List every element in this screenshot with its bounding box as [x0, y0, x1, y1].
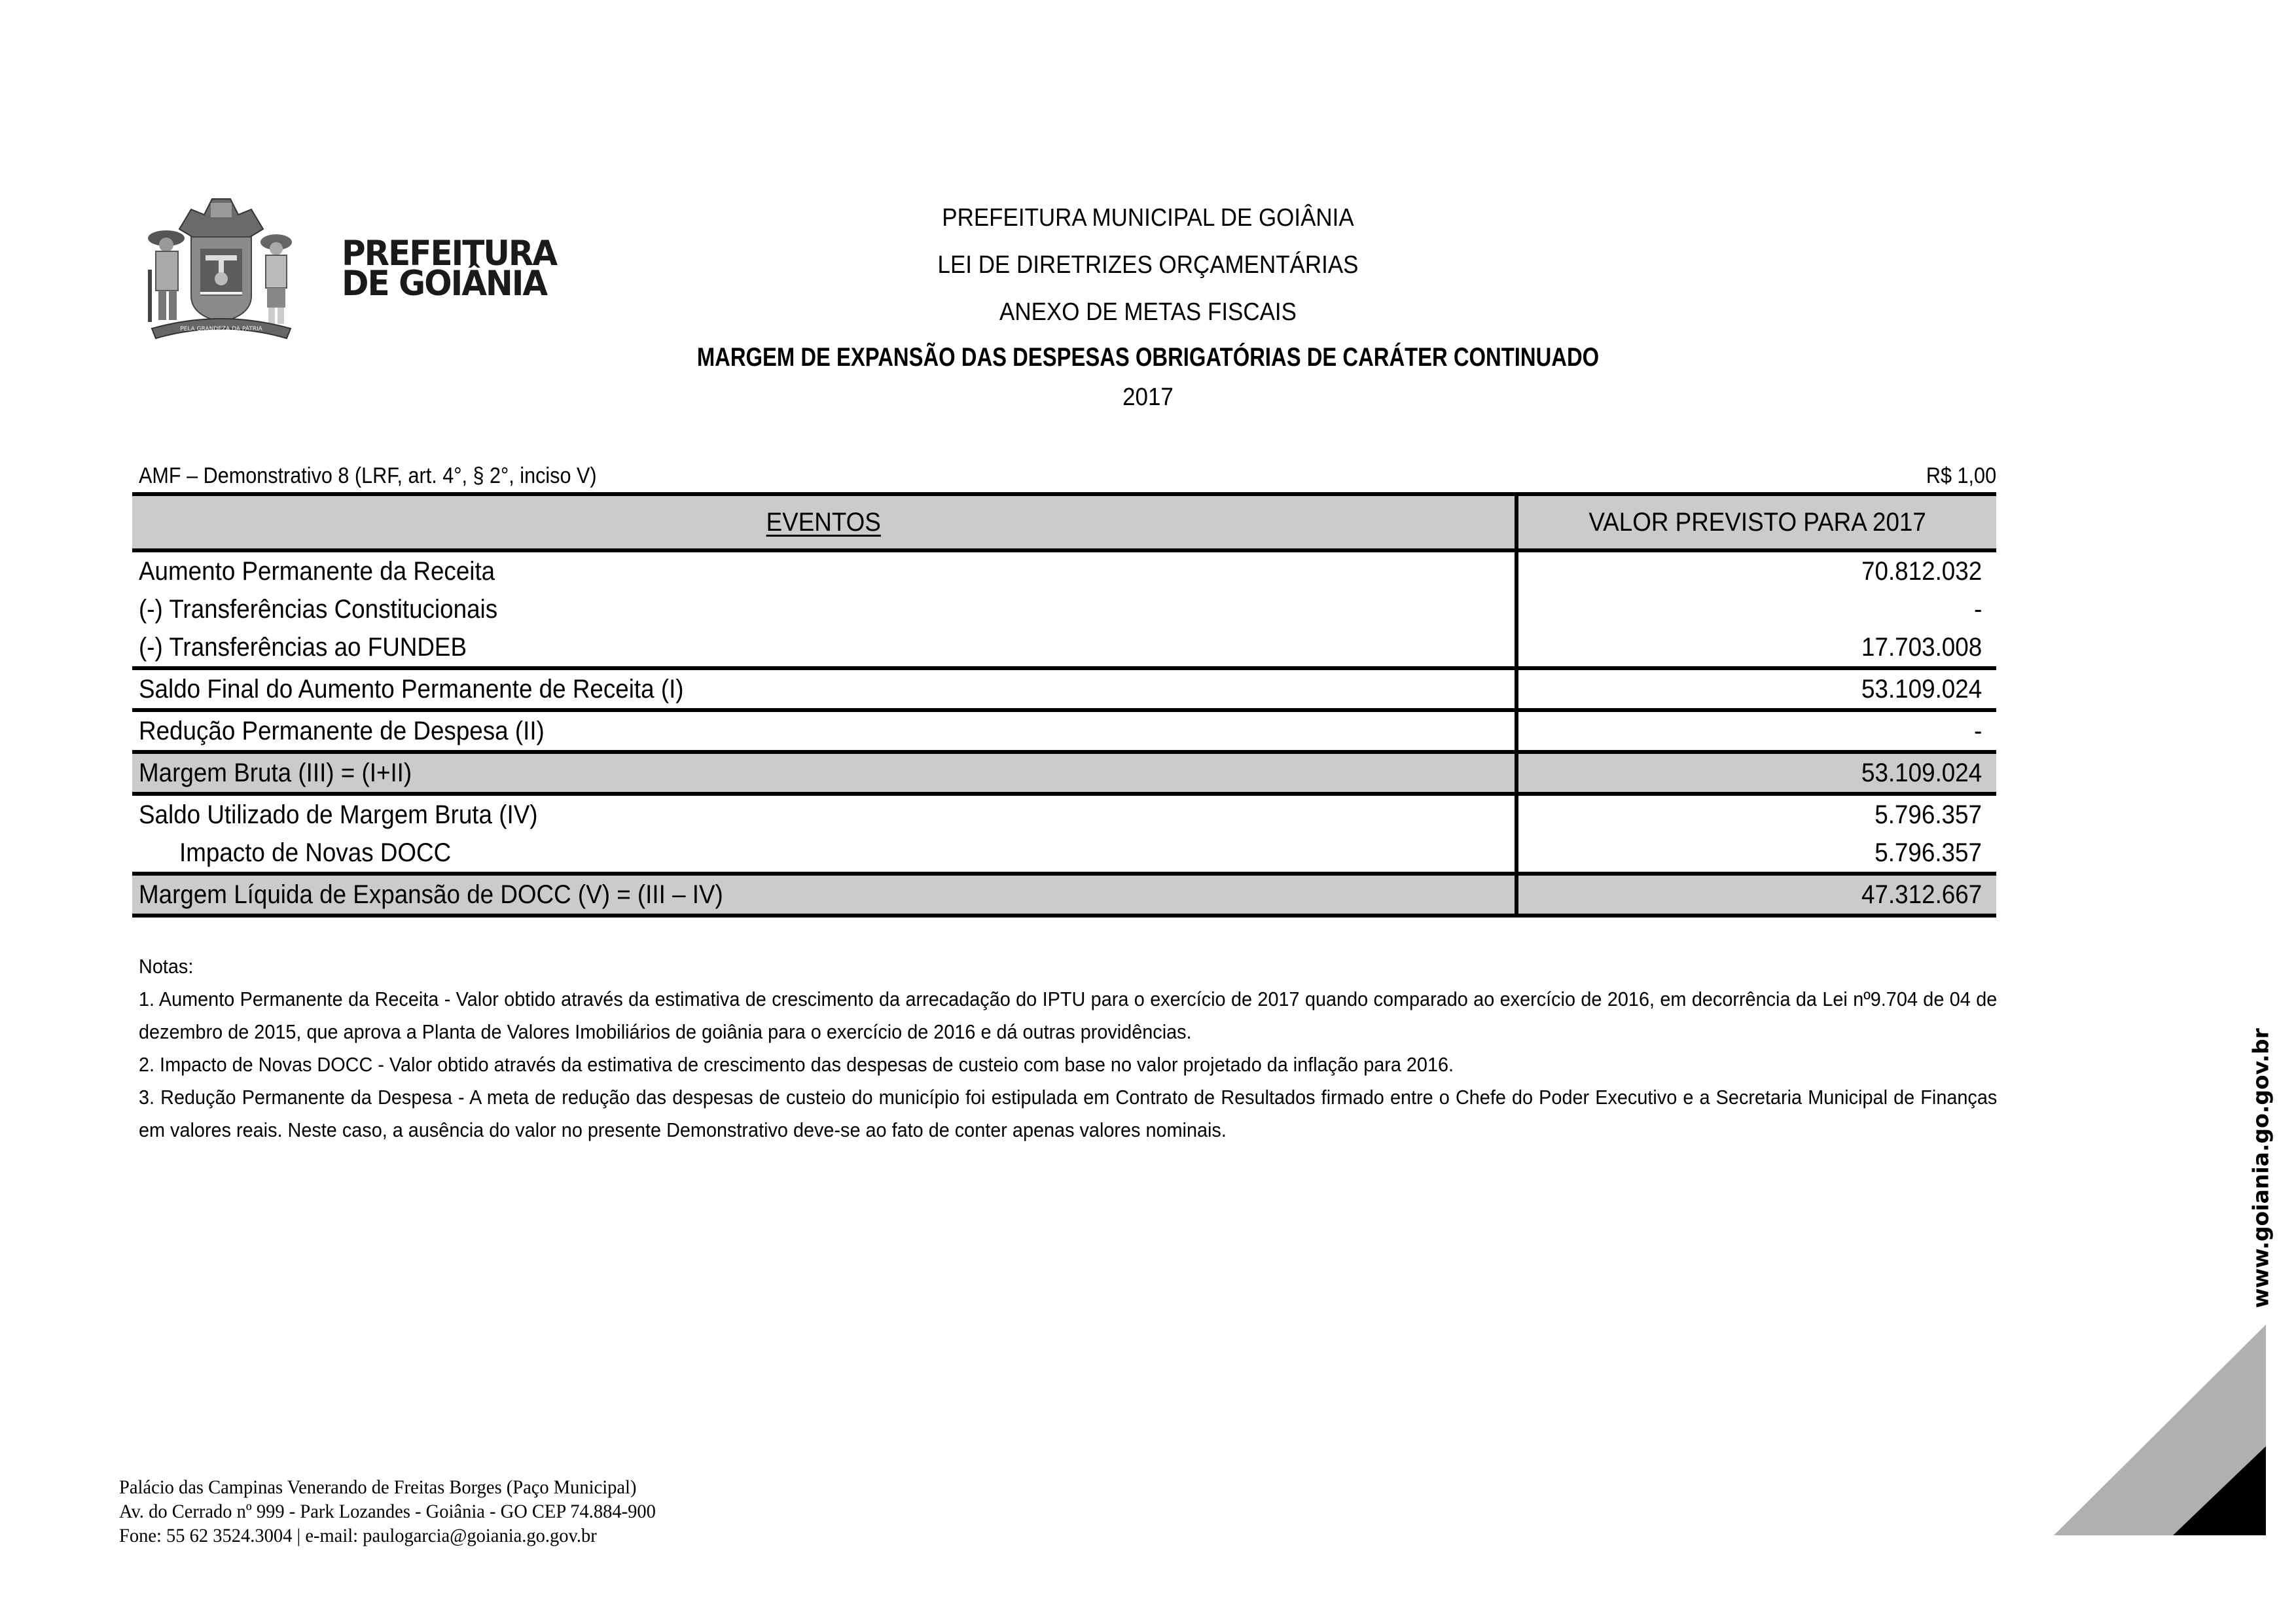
row-label: Margem Líquida de Expansão de DOCC (V) = (III – IV): [132, 874, 1516, 916]
note-item: 2. Impacto de Novas DOCC - Valor obtido através da estimativa de crescimento das despesas de custeio com base no valor projetado da inflação para 2016.: [139, 1053, 1454, 1076]
crest-motto: PELA GRANDEZA DA PÁTRIA: [180, 326, 262, 332]
row-value: -: [1516, 710, 1996, 752]
row-value: 47.312.667: [1516, 874, 1996, 916]
footer-address-street: Av. do Cerrado nº 999 - Park Lozandes - Goiânia - GO CEP 74.884-900: [119, 1501, 656, 1522]
header-anexo: ANEXO DE METAS FISCAIS: [999, 298, 1297, 326]
corner-triangle-decoration: [2029, 1309, 2296, 1571]
row-value: 53.109.024: [1516, 752, 1996, 794]
note-item: 1. Aumento Permanente da Receita - Valor obtido através da estimativa de crescimento da arrecadação do IPTU para o exercício de 2017 quando comparado ao exercício de 2016, em decorrência da Lei nº9.704 de 04 de dezembro de 2015, que aprova a Planta de Valores Imobiliários de goiânia para o exercício de 2016 e dá outras providências.: [139, 988, 1998, 1043]
notes-section: [139, 950, 1998, 1147]
row-label: Saldo Final do Aumento Permanente de Receita (I): [132, 668, 1516, 710]
header-ldo: LEI DE DIRETRIZES ORÇAMENTÁRIAS: [937, 251, 1359, 279]
table-row: [132, 590, 1996, 628]
table-row: [132, 628, 1996, 668]
note-item: 3. Redução Permanente da Despesa - A meta de redução das despesas de custeio do município foi estipulada em Contrato de Resultados firmado entre o Chefe do Poder Executivo e a Secretaria Municipal de Finanças em valores reais. Neste caso, a ausência do valor no presente Demonstrativo deve-se ao fato de conter apenas valores nominais.: [139, 1086, 1998, 1141]
table-row: [132, 874, 1996, 916]
table-row: [132, 550, 1996, 590]
row-label: (-) Transferências ao FUNDEB: [132, 628, 1516, 668]
table-row: [132, 794, 1996, 834]
table-row: [132, 710, 1996, 752]
column-header-eventos: EVENTOS: [132, 494, 1516, 550]
website-url: [2225, 1021, 2296, 1315]
row-value: -: [1516, 590, 1996, 628]
row-label: Saldo Utilizado de Margem Bruta (IV): [139, 800, 538, 829]
row-value: 53.109.024: [1516, 668, 1996, 710]
column-header-valor: VALOR PREVISTO PARA 2017: [1516, 494, 1996, 550]
row-label: Redução Permanente de Despesa (II): [132, 710, 1516, 752]
table-row: [132, 834, 1996, 874]
notes-heading: Notas:: [139, 955, 194, 978]
row-label: Margem Bruta (III) = (I+II): [132, 752, 1516, 794]
row-value: 17.703.008: [1516, 628, 1996, 668]
table-unit: R$ 1,00: [1926, 463, 1996, 488]
logo-line-2: DE GOIÂNIA: [342, 263, 547, 304]
footer-address-name: Palácio das Campinas Venerando de Freitas Borges (Paço Municipal): [119, 1476, 637, 1498]
logo-line-1: PREFEITURA: [342, 233, 557, 274]
row-label: (-) Transferências Constitucionais: [139, 594, 498, 624]
table-row: [132, 668, 1996, 710]
document-title: MARGEM DE EXPANSÃO DAS DESPESAS OBRIGATÓRIAS DE CARÁTER CONTINUADO: [696, 343, 1600, 372]
row-value: 5.796.357: [1516, 834, 1996, 874]
row-label: Impacto de Novas DOCC: [132, 834, 1516, 874]
table-reference: AMF – Demonstrativo 8 (LRF, art. 4°, § 2°, inciso V): [139, 463, 597, 488]
table-row: [132, 752, 1996, 794]
margin-expansion-table: [132, 492, 1996, 918]
website-url-text: www.goiania.go.gov.br: [2248, 1028, 2274, 1308]
footer-contact: Fone: 55 62 3524.3004 | e-mail: paulogarcia@goiania.go.gov.br: [119, 1525, 597, 1546]
document-year: 2017: [1122, 383, 1174, 411]
row-value: 70.812.032: [1516, 550, 1996, 590]
table-header-row: [132, 494, 1996, 550]
header-prefeitura: PREFEITURA MUNICIPAL DE GOIÂNIA: [942, 204, 1354, 232]
page-footer: [119, 1475, 684, 1548]
row-value: 5.796.357: [1516, 794, 1996, 834]
row-label: Aumento Permanente da Receita: [139, 556, 495, 586]
